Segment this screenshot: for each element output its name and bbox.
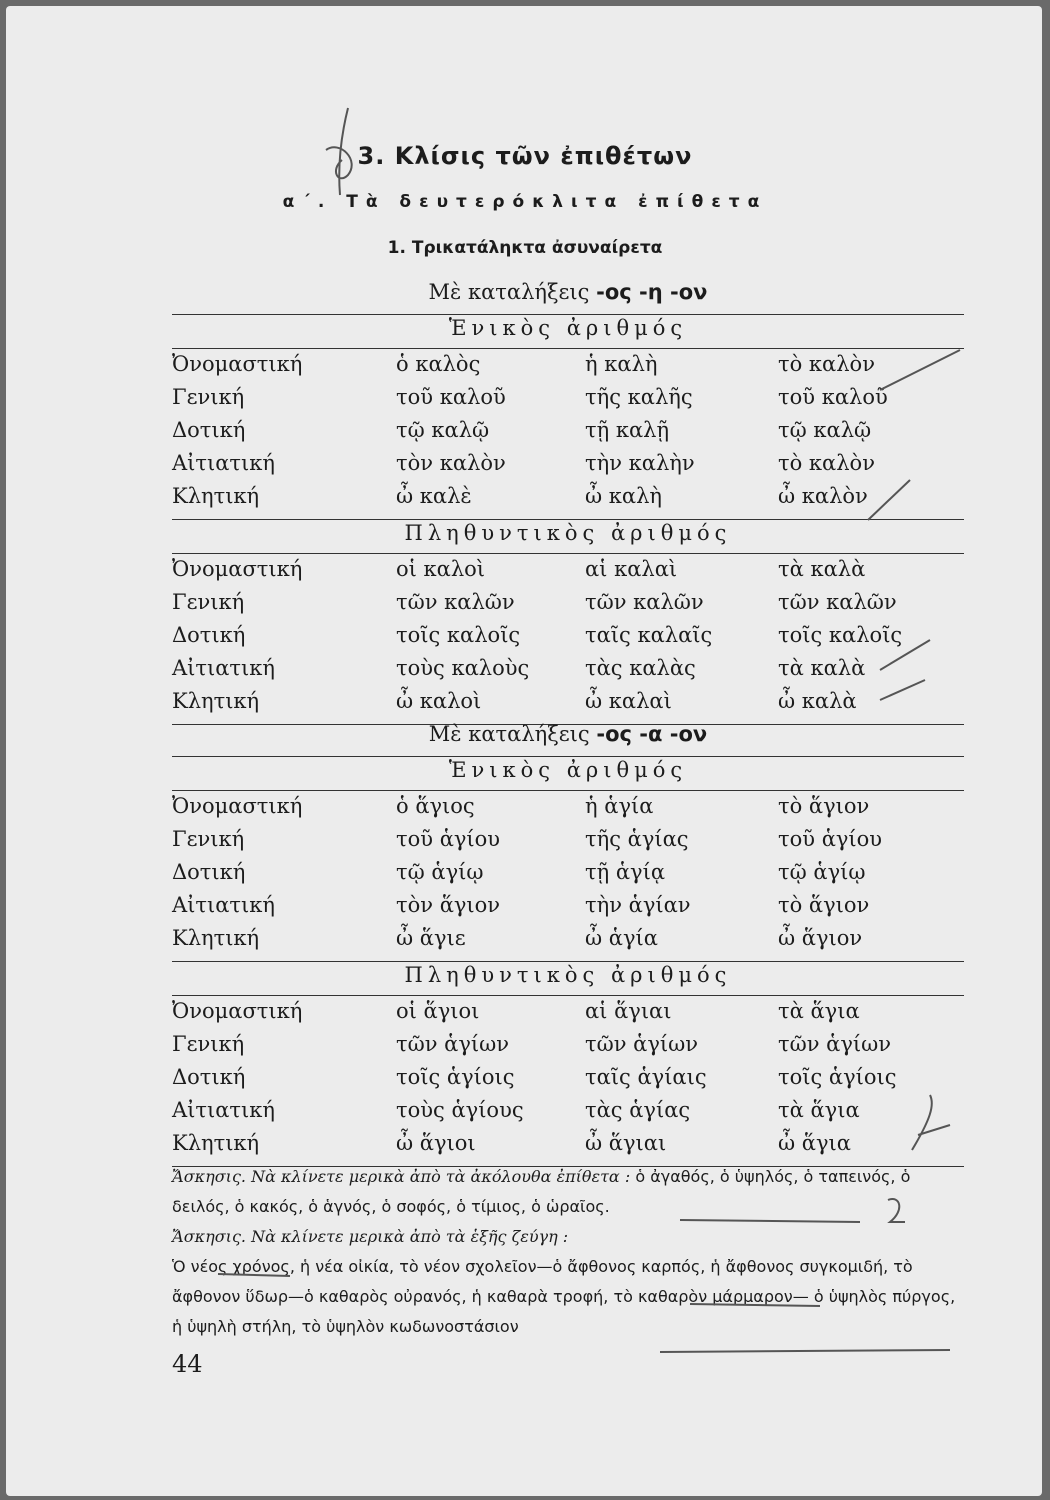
- form-cell: ἡ ἁγία: [585, 794, 654, 818]
- case-name: Ὀνομαστική: [172, 352, 303, 376]
- form-cell: τὰς ἁγίας: [585, 1098, 691, 1122]
- declension-row: [0, 999, 1050, 1031]
- case-name: Δοτική: [172, 418, 246, 442]
- form-cell: ὦ καλὲ: [396, 484, 472, 508]
- declension-row: [0, 623, 1050, 655]
- form-cell: τῶν καλῶν: [396, 590, 515, 614]
- form-cell: τὴν καλὴν: [585, 451, 695, 475]
- singular-rule: [172, 348, 964, 349]
- form-cell: ὦ ἅγιοι: [396, 1131, 476, 1155]
- form-cell: τῶν ἁγίων: [778, 1032, 892, 1056]
- page-number: 44: [172, 1350, 203, 1378]
- form-cell: ὁ καλὸς: [396, 352, 481, 376]
- case-name: Ὀνομαστική: [172, 999, 303, 1023]
- form-cell: τοῦ ἁγίου: [778, 827, 883, 851]
- exercise-1-text: ὁ ἀγαθός, ὁ ὑψηλός, ὁ ταπεινός, ὁ δειλός, ὁ κακός, ὁ ἁγνός, ὁ σοφός, ὁ τίμιος, ὁ ὡραῖος.: [172, 1167, 911, 1216]
- form-cell: τὰ ἅγια: [778, 999, 860, 1023]
- plural-rule-top: [172, 519, 964, 520]
- case-name: Αἰτιατική: [172, 893, 275, 917]
- form-cell: τῶν ἁγίων: [396, 1032, 510, 1056]
- form-cell: τῷ ἁγίῳ: [396, 860, 484, 884]
- form-cell: τοῦ καλοῦ: [778, 385, 888, 409]
- case-name: Γενική: [172, 385, 245, 409]
- singular-heading: Ἑνικὸς ἀριθμός: [448, 758, 688, 782]
- declension-row: [0, 689, 1050, 721]
- plural-rule: [172, 553, 964, 554]
- form-cell: ὦ ἅγιαι: [585, 1131, 667, 1155]
- form-cell: τὸν καλὸν: [396, 451, 506, 475]
- form-cell: τὸν ἅγιον: [396, 893, 501, 917]
- declension-row: [0, 590, 1050, 622]
- form-cell: τοὺς καλοὺς: [396, 656, 530, 680]
- form-cell: τὰ ἅγια: [778, 1098, 860, 1122]
- form-cell: ὦ ἅγιε: [396, 926, 466, 950]
- declension-row: [0, 1098, 1050, 1130]
- form-cell: τῷ ἁγίῳ: [778, 860, 866, 884]
- exercise-1-label: Ἄσκησις. Νὰ κλίνετε μερικὰ ἀπὸ τὰ ἀκόλουθα ἐπίθετα :: [172, 1167, 631, 1186]
- declension-row: [0, 656, 1050, 688]
- form-cell: τὸ ἅγιον: [778, 794, 870, 818]
- declension-row: [0, 860, 1050, 892]
- form-cell: τοῖς καλοῖς: [778, 623, 903, 647]
- plural-rule-top: [172, 961, 964, 962]
- form-cell: τὸ καλὸν: [778, 352, 875, 376]
- form-cell: ὦ καλὴ: [585, 484, 662, 508]
- form-cell: ὦ καλὸν: [778, 484, 868, 508]
- declension-row: [0, 1131, 1050, 1163]
- form-cell: ὁ ἅγιος: [396, 794, 475, 818]
- form-cell: τοῦ καλοῦ: [396, 385, 506, 409]
- form-cell: τῶν ἁγίων: [585, 1032, 699, 1056]
- section-title: 3. Κλίσις τῶν ἐπιθέτων: [357, 142, 693, 170]
- singular-rule: [172, 790, 964, 791]
- case-name: Κλητική: [172, 689, 260, 713]
- form-cell: τὰ καλὰ: [778, 656, 866, 680]
- singular-heading: Ἑνικὸς ἀριθμός: [448, 316, 688, 340]
- form-cell: τῇ ἁγίᾳ: [585, 860, 666, 884]
- heading-prefix: Μὲ καταλήξεις: [428, 280, 590, 304]
- exercise-2-text: Ὁ νέος χρόνος, ἡ νέα οἰκία, τὸ νέον σχολεῖον—ὁ ἄφθονος καρπός, ἡ ἄφθονος συγκομιδή, τὸ ἄφθονον ὕδωρ—ὁ καθαρὸς οὐρανός, ἡ καθαρὰ τροφή, τὸ καθαρὸν μάρμαρον— ὁ ὑψηλὸς πύργος, ἡ ὑψηλὴ στήλη, τὸ ὑψηλὸν κωδωνοστάσιον: [172, 1257, 956, 1336]
- form-cell: αἱ ἅγιαι: [585, 999, 672, 1023]
- declension-row: [0, 352, 1050, 384]
- declension-row: [0, 926, 1050, 958]
- form-cell: τῶν καλῶν: [778, 590, 897, 614]
- declension-row: [0, 418, 1050, 450]
- form-cell: ὦ καλὰ: [778, 689, 857, 713]
- form-cell: ταῖς ἁγίαις: [585, 1065, 707, 1089]
- case-name: Κλητική: [172, 484, 260, 508]
- form-cell: ὦ καλαὶ: [585, 689, 672, 713]
- form-cell: ὦ ἁγία: [585, 926, 658, 950]
- case-name: Κλητική: [172, 926, 260, 950]
- form-cell: οἱ καλοὶ: [396, 557, 486, 581]
- form-cell: ὦ ἅγιον: [778, 926, 863, 950]
- exercise-2-label: Ἄσκησις. Νὰ κλίνετε μερικὰ ἀπὸ τὰ ἑξῆς ζεύγη :: [172, 1227, 569, 1246]
- declension-row: [0, 1065, 1050, 1097]
- case-name: Γενική: [172, 1032, 245, 1056]
- form-cell: τοὺς ἁγίους: [396, 1098, 524, 1122]
- form-cell: τοῖς ἁγίοις: [778, 1065, 897, 1089]
- form-cell: ὦ καλοὶ: [396, 689, 482, 713]
- plural-rule: [172, 995, 964, 996]
- case-name: Γενική: [172, 827, 245, 851]
- case-name: Δοτική: [172, 1065, 246, 1089]
- exercise-2: [172, 1222, 967, 1342]
- case-name: Ὀνομαστική: [172, 794, 303, 818]
- form-cell: οἱ ἅγιοι: [396, 999, 480, 1023]
- declension-row: [0, 1032, 1050, 1064]
- section-subsubtitle: 1. Τρικατάληκτα ἀσυναίρετα: [387, 238, 663, 258]
- form-cell: τὸ ἅγιον: [778, 893, 870, 917]
- case-name: Κλητική: [172, 1131, 260, 1155]
- case-name: Γενική: [172, 590, 245, 614]
- form-cell: τοῦ ἁγίου: [396, 827, 501, 851]
- form-cell: ἡ καλὴ: [585, 352, 658, 376]
- heading-endings: -ος -α -ον: [596, 722, 708, 746]
- form-cell: τὴν ἁγίαν: [585, 893, 691, 917]
- case-name: Δοτική: [172, 623, 246, 647]
- case-name: Ὀνομαστική: [172, 557, 303, 581]
- form-cell: τῶν καλῶν: [585, 590, 704, 614]
- declension-row: [0, 794, 1050, 826]
- plural-heading: Πληθυντικὸς ἀριθμός: [404, 963, 732, 987]
- form-cell: τὰ καλὰ: [778, 557, 866, 581]
- form-cell: ὦ ἅγια: [778, 1131, 851, 1155]
- declension-row: [0, 827, 1050, 859]
- table-heading: [172, 722, 964, 746]
- form-cell: τὸ καλὸν: [778, 451, 875, 475]
- case-name: Δοτική: [172, 860, 246, 884]
- form-cell: τῷ καλῷ: [778, 418, 872, 442]
- heading-prefix: Μὲ καταλήξεις: [428, 722, 590, 746]
- table-rule-top: [172, 756, 964, 757]
- form-cell: τοῖς καλοῖς: [396, 623, 521, 647]
- declension-row: [0, 484, 1050, 516]
- form-cell: τῇ καλῇ: [585, 418, 670, 442]
- case-name: Αἰτιατική: [172, 451, 275, 475]
- form-cell: τῷ καλῷ: [396, 418, 490, 442]
- table-heading: [172, 280, 964, 304]
- declension-row: [0, 385, 1050, 417]
- case-name: Αἰτιατική: [172, 1098, 275, 1122]
- declension-row: [0, 451, 1050, 483]
- form-cell: ταῖς καλαῖς: [585, 623, 713, 647]
- case-name: Αἰτιατική: [172, 656, 275, 680]
- plural-heading: Πληθυντικὸς ἀριθμός: [404, 521, 732, 545]
- form-cell: τὰς καλὰς: [585, 656, 696, 680]
- section-subtitle: α΄. Τὰ δευτερόκλιτα ἐπίθετα: [282, 192, 768, 212]
- form-cell: αἱ καλαὶ: [585, 557, 678, 581]
- form-cell: τοῖς ἁγίοις: [396, 1065, 515, 1089]
- exercise-1: [172, 1162, 967, 1222]
- table-rule-top: [172, 314, 964, 315]
- form-cell: τῆς καλῆς: [585, 385, 693, 409]
- heading-endings: -ος -η -ον: [596, 280, 708, 304]
- form-cell: τῆς ἁγίας: [585, 827, 689, 851]
- declension-row: [0, 893, 1050, 925]
- declension-row: [0, 557, 1050, 589]
